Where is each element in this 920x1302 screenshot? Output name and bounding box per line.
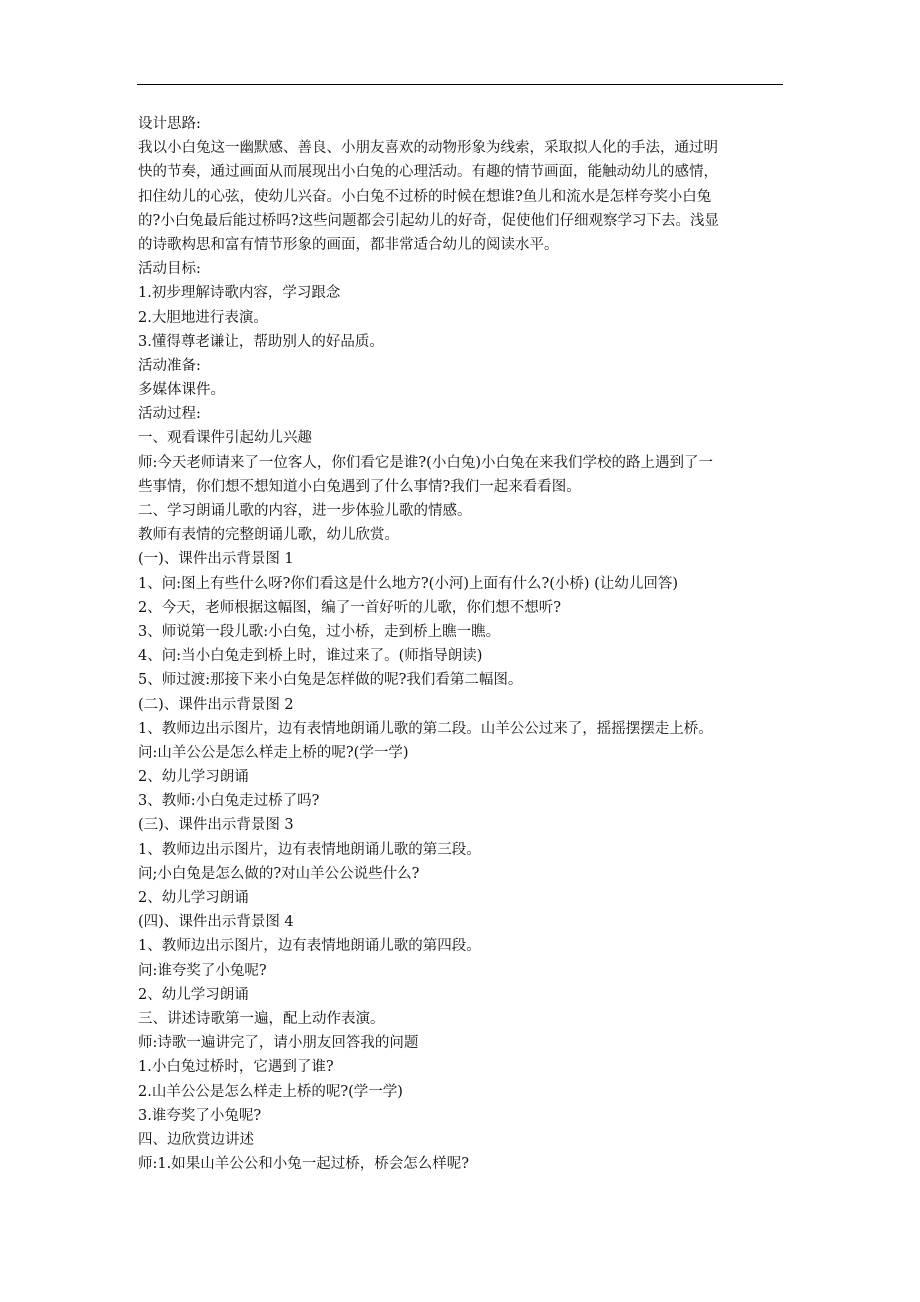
section-heading-goals: 活动目标:: [138, 261, 201, 278]
design-paragraph-line: 我以小白兔这一幽默感、善良、小朋友喜欢的动物形象为线索，采取拟人化的手法，通过明: [138, 140, 718, 157]
process-step-heading: 四、边欣赏边讲述: [138, 1131, 254, 1148]
process-step-heading: 二、学习朗诵儿歌的内容，进一步体验儿歌的情感。: [138, 503, 472, 519]
question-item: 3.谁夸奖了小兔呢?: [138, 1107, 262, 1124]
question-item: 2.山羊公公是怎么样走上桥的呢?(学一学): [138, 1083, 403, 1100]
process-text-line: 问;小白兔是怎么做的?对山羊公公说些什么?: [138, 865, 420, 882]
subsection-heading: (一)、课件出示背景图 1: [138, 551, 294, 568]
goal-item: 1.初步理解诗歌内容，学习跟念: [138, 285, 341, 302]
process-text-line: 3、教师:小白兔走过桥了吗?: [138, 793, 320, 810]
process-text-line: 1、教师边出示图片，边有表情地朗诵儿歌的第二段。山羊公公过来了，摇摇摆摆走上桥。: [138, 720, 713, 737]
process-text-line: 问:山羊公公是怎么样走上桥的呢?(学一学): [138, 744, 409, 761]
section-heading-preparation: 活动准备:: [138, 357, 201, 374]
process-text-line: 2、幼儿学习朗诵: [138, 986, 249, 1003]
process-text-line: 2、幼儿学习朗诵: [138, 890, 249, 906]
section-heading-design: 设计思路:: [138, 116, 201, 132]
document-body: [138, 112, 788, 1176]
process-step-heading: 一、观看课件引起幼儿兴趣: [138, 430, 312, 447]
process-text-line: 师:1.如果山羊公公和小兔一起过桥，桥会怎么样呢?: [138, 1156, 469, 1173]
subsection-heading: (二)、课件出示背景图 2: [138, 696, 294, 713]
goal-item: 3.懂得尊老谦让，帮助别人的好品质。: [138, 333, 384, 350]
process-text-line: 教师有表情的完整朗诵儿歌，幼儿欣赏。: [138, 527, 399, 544]
process-text-line: 问:谁夸奖了小兔呢?: [138, 962, 267, 979]
subsection-heading: (四)、课件出示背景图 4: [138, 914, 294, 931]
process-text-line: 师:诗歌一遍讲完了，请小朋友回答我的问题: [138, 1035, 419, 1052]
process-text-line: 4、问:当小白兔走到桥上时，谁过来了。(师指导朗读): [138, 648, 483, 665]
process-text-line: 些事情，你们想不想知道小白兔遇到了什么事情?我们一起来看看图。: [138, 478, 581, 495]
goal-item: 2.大胆地进行表演。: [138, 309, 268, 326]
process-text-line: 1、问:图上有些什么呀?你们看这是什么地方?(小河)上面有什么?(小桥) (让幼儿回答): [138, 575, 678, 592]
design-paragraph-line: 的?小白兔最后能过桥吗?这些问题都会引起幼儿的好奇，促使他们仔细观察学习下去。浅显: [138, 212, 720, 229]
process-step-heading: 三、讲述诗歌第一遍，配上动作表演。: [138, 1010, 385, 1027]
design-paragraph-line: 的诗歌构思和富有情节形象的画面，都非常适合幼儿的阅读水平。: [138, 236, 559, 253]
header-rule: [137, 84, 783, 85]
process-text-line: 师:今天老师请来了一位客人，你们看它是谁?(小白兔)小白兔在来我们学校的路上遇到了一: [138, 454, 713, 471]
process-text-line: 5、师过渡:那接下来小白兔是怎样做的呢?我们看第二幅图。: [138, 672, 523, 689]
question-item: 1.小白兔过桥时，它遇到了谁?: [138, 1059, 334, 1076]
design-paragraph-line: 扣住幼儿的心弦，使幼儿兴奋。小白兔不过桥的时候在想谁?鱼儿和流水是怎样夸奖小白兔: [138, 188, 712, 205]
subsection-heading: (三)、课件出示背景图 3: [138, 817, 294, 834]
process-text-line: 1、教师边出示图片，边有表情地朗诵儿歌的第三段。: [138, 841, 481, 858]
process-text-line: 3、师说第一段儿歌:小白兔，过小桥，走到桥上瞧一瞧。: [138, 623, 501, 640]
design-paragraph-line: 快的节奏，通过画面从而展现出小白兔的心理活动。有趣的情节画面，能触动幼儿的感情，: [138, 164, 718, 181]
process-text-line: 2、今天，老师根据这幅图，编了一首好听的儿歌，你们想不想听?: [138, 599, 561, 616]
section-heading-process: 活动过程:: [138, 406, 201, 423]
process-text-line: 2、幼儿学习朗诵: [138, 769, 249, 786]
preparation-item: 多媒体课件。: [138, 382, 225, 399]
process-text-line: 1、教师边出示图片，边有表情地朗诵儿歌的第四段。: [138, 938, 481, 955]
